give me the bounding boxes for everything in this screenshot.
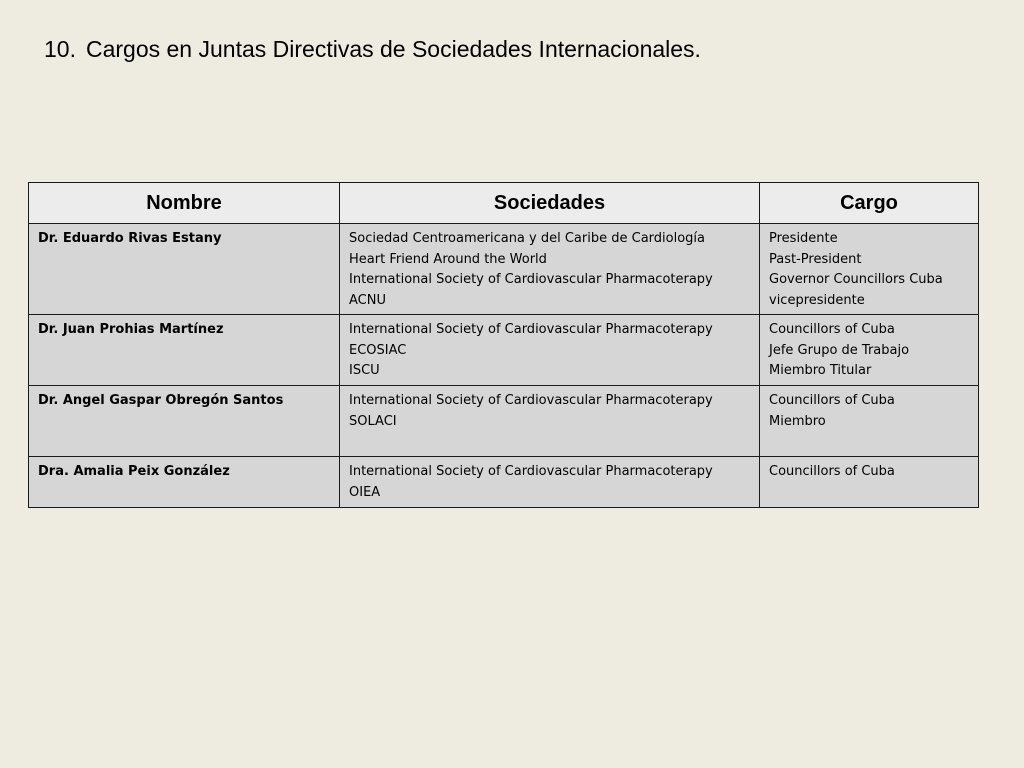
nombre-cell bbox=[29, 457, 340, 508]
sociedad-item: ISCU bbox=[349, 363, 380, 378]
cargo-cell bbox=[760, 457, 979, 508]
sociedades-cell bbox=[340, 457, 760, 508]
sociedades-cell bbox=[340, 224, 760, 315]
header-sociedades: Sociedades bbox=[340, 183, 760, 224]
nombre-text: Dr. Angel Gaspar Obregón Santos bbox=[38, 393, 284, 408]
sociedad-item: International Society of Cardiovascular Pharmacoterapy bbox=[349, 464, 713, 479]
sociedades-cell bbox=[340, 386, 760, 457]
sociedad-item: Sociedad Centroamericana y del Caribe de Cardiología bbox=[349, 231, 705, 246]
sociedad-item: Heart Friend Around the World bbox=[349, 251, 547, 267]
table-header-row bbox=[29, 183, 979, 224]
table-row bbox=[29, 224, 979, 315]
cargo-item: Councillors of Cuba bbox=[769, 322, 895, 337]
board-positions-table bbox=[28, 182, 979, 508]
cargo-item: Miembro bbox=[769, 413, 826, 429]
header-nombre: Nombre bbox=[29, 183, 340, 224]
nombre-cell bbox=[29, 386, 340, 457]
slide-title-text: Cargos en Juntas Directivas de Sociedades Internacionales. bbox=[85, 36, 701, 62]
sociedad-item: ACNU bbox=[349, 292, 386, 308]
cargo-item: Miembro Titular bbox=[769, 363, 872, 378]
nombre-text: Dr. Juan Prohias Martínez bbox=[38, 322, 224, 337]
nombre-text: Dra. Amalia Peix González bbox=[38, 464, 230, 479]
table-row bbox=[29, 315, 979, 386]
nombre-cell bbox=[29, 224, 340, 315]
sociedad-item: International Society of Cardiovascular Pharmacoterapy bbox=[349, 272, 713, 287]
cargo-cell bbox=[760, 224, 979, 315]
nombre-text: Dr. Eduardo Rivas Estany bbox=[38, 231, 222, 246]
cargo-cell bbox=[760, 315, 979, 386]
cargo-item: Councillors of Cuba bbox=[769, 393, 895, 408]
header-cargo: Cargo bbox=[760, 183, 979, 224]
sociedad-item: ECOSIAC bbox=[349, 342, 407, 358]
cargo-item: vicepresidente bbox=[769, 292, 865, 308]
sociedad-item: SOLACI bbox=[349, 413, 397, 429]
nombre-cell bbox=[29, 315, 340, 386]
sociedad-item: International Society of Cardiovascular Pharmacoterapy bbox=[349, 322, 713, 337]
cargo-item: Councillors of Cuba bbox=[769, 464, 895, 479]
cargo-item: Presidente bbox=[769, 231, 838, 246]
sociedades-cell bbox=[340, 315, 760, 386]
slide-title-number: 10. bbox=[44, 36, 76, 62]
cargo-cell bbox=[760, 386, 979, 457]
slide-title bbox=[44, 36, 701, 63]
sociedad-item: International Society of Cardiovascular Pharmacoterapy bbox=[349, 393, 713, 408]
cargo-item: Jefe Grupo de Trabajo bbox=[769, 342, 910, 358]
cargo-item: Past-President bbox=[769, 251, 862, 267]
cargo-item: Governor Councillors Cuba bbox=[769, 272, 943, 287]
sociedad-item: OIEA bbox=[349, 484, 381, 500]
table-row bbox=[29, 457, 979, 508]
table-row bbox=[29, 386, 979, 457]
